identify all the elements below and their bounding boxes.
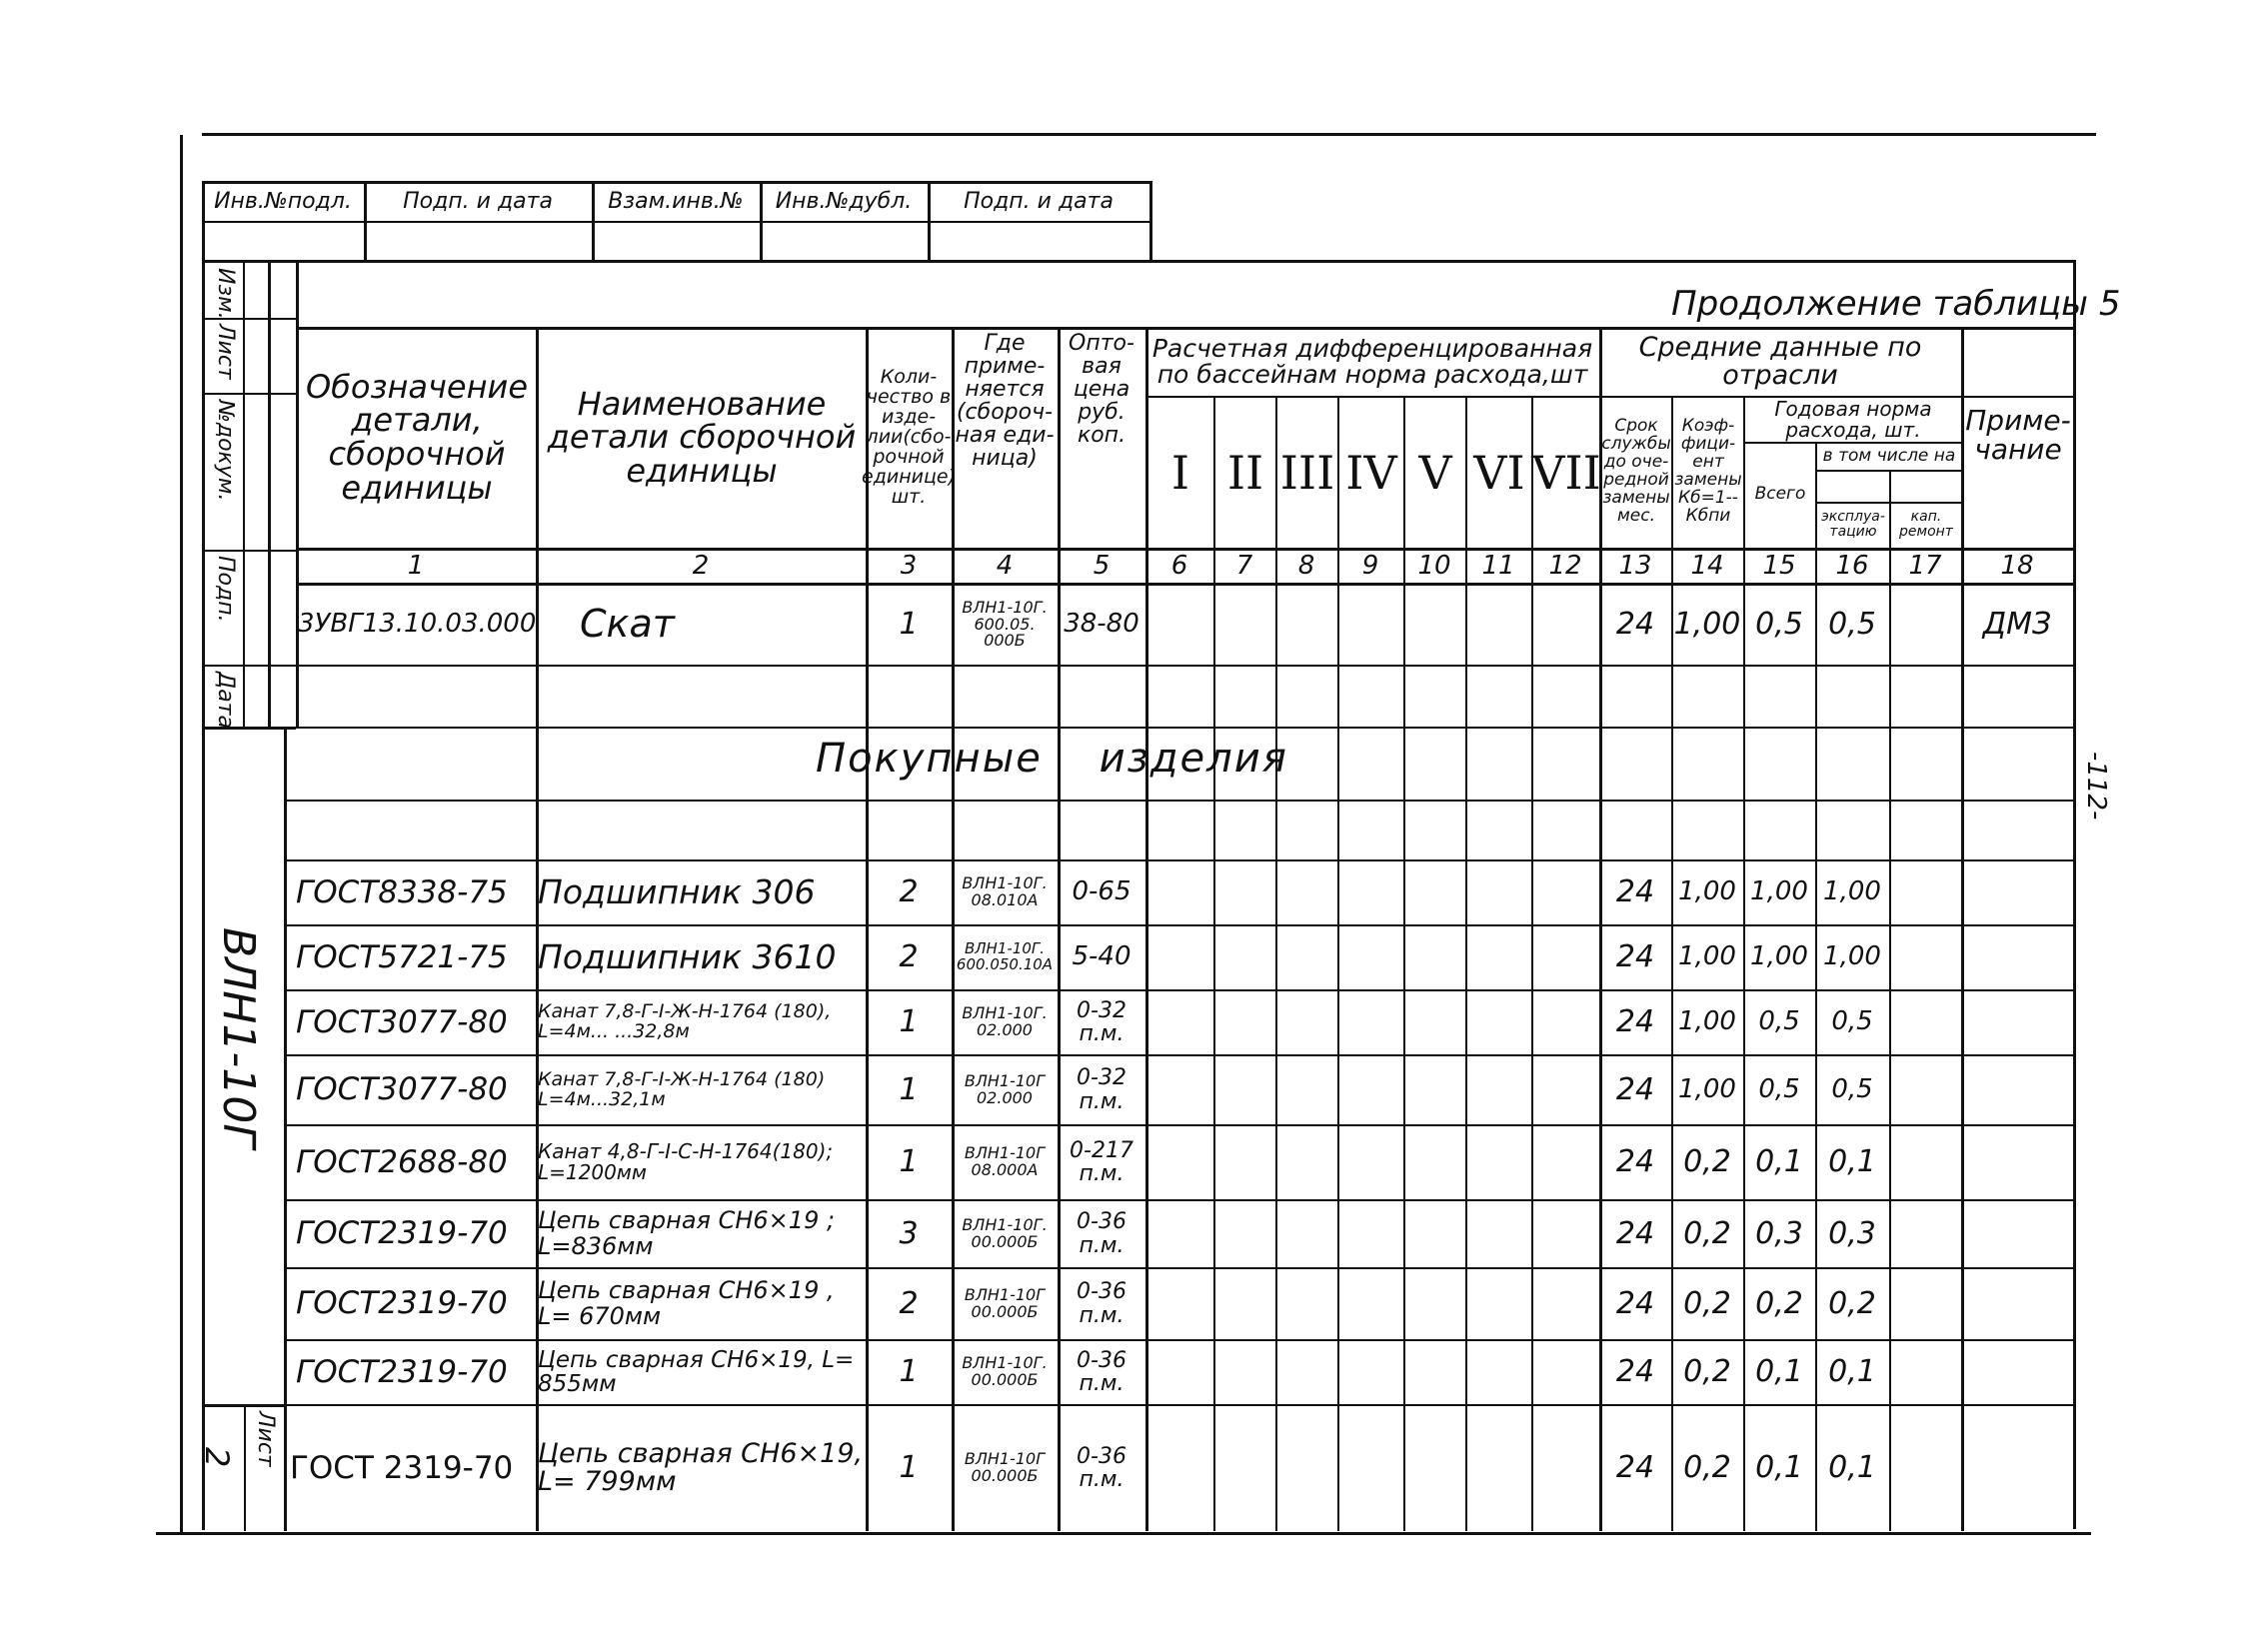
header-where-used: Где приме-няется (сбороч-ная еди-ница) <box>955 331 1055 472</box>
col-number-4: 4 <box>996 550 1014 581</box>
row-designation: ГОСТ2319-70 <box>296 1285 508 1322</box>
row-where-used: ВЛН1-10Г 00.000Б <box>964 1284 1046 1321</box>
row-service-life: 24 <box>1615 1450 1655 1486</box>
row-name: Скат <box>580 602 675 647</box>
row-exploitation: 0,1 <box>1828 1450 1876 1486</box>
row-price: 0-217 п.м. <box>1070 1137 1133 1186</box>
row-replace-coef: 0,2 <box>1683 1144 1731 1180</box>
col-number-14: 14 <box>1690 550 1724 581</box>
header-quantity: Коли-чество в изде-лии(сбо-рочной единице) шт. <box>862 366 956 508</box>
col-number-15: 15 <box>1762 550 1796 581</box>
row-replace-coef: 1,00 <box>1678 876 1736 907</box>
header-total: Всего <box>1754 484 1806 505</box>
row-exploitation: 1,00 <box>1823 876 1881 907</box>
row-total: 1,00 <box>1750 941 1808 972</box>
row-exploitation: 1,00 <box>1823 941 1881 972</box>
row-designation: ГОСТ2688-80 <box>296 1143 508 1180</box>
row-service-life: 24 <box>1615 1144 1655 1180</box>
stamp-header-inv-podl: Инв.№подл. <box>214 189 352 215</box>
header-basin-7: VII <box>1531 445 1601 500</box>
header-replace-coef: Коэф-фици-ент замены Кб=1--Кбпи <box>1674 416 1742 526</box>
col-number-10: 10 <box>1417 550 1451 581</box>
row-quantity: 1 <box>899 1450 919 1486</box>
sheet-number: 2 <box>198 1447 236 1468</box>
row-name: Цепь сварная СН6×19, L= 855мм <box>538 1346 855 1397</box>
row-exploitation: 0,1 <box>1828 1144 1876 1180</box>
row-replace-coef: 0,2 <box>1683 1215 1731 1251</box>
col-number-16: 16 <box>1835 550 1869 581</box>
header-service-life: Срок службы до оче-редной замены мес. <box>1601 416 1671 526</box>
row-price: 0-65 <box>1072 876 1131 907</box>
row-replace-coef: 1,00 <box>1678 1006 1736 1037</box>
row-designation: 3УВГ13.10.03.000 <box>298 609 537 640</box>
col-number-3: 3 <box>900 550 918 581</box>
row-service-life: 24 <box>1615 874 1655 910</box>
header-industry-avg: Средние данные по отрасли <box>1638 331 1922 391</box>
header-exploitation: эксплуа-тацию <box>1821 509 1885 540</box>
row-service-life: 24 <box>1615 1285 1655 1321</box>
row-price: 0-36 п.м. <box>1077 1279 1126 1328</box>
row-quantity: 1 <box>899 1004 919 1040</box>
row-quantity: 1 <box>899 1144 919 1180</box>
row-name: Канат 7,8-Г-I-Ж-Н-1764 (180), L=4м... ...32,8м <box>538 1000 832 1042</box>
header-basin-3: III <box>1279 445 1335 500</box>
row-price: 0-32 п.м. <box>1077 1065 1126 1114</box>
row-total: 0,5 <box>1758 1073 1800 1104</box>
row-where-used: ВЛН1-10Г 08.000А <box>964 1143 1046 1179</box>
row-where-used: ВЛН1-10Г. 00.000Б <box>962 1214 1048 1251</box>
row-price: 0-36 п.м. <box>1077 1209 1126 1258</box>
row-where-used: ВЛН1-10Г. 600.05. 000Б <box>962 597 1048 651</box>
row-exploitation: 0,2 <box>1828 1285 1876 1321</box>
side-label-ndoc: №докум. <box>213 400 238 502</box>
row-exploitation: 0,5 <box>1831 1006 1873 1037</box>
row-note: ДМЗ <box>1982 607 2052 643</box>
row-name: Канат 7,8-Г-I-Ж-Н-1764 (180) L=4м...32,1м <box>538 1067 826 1110</box>
row-quantity: 2 <box>899 1285 919 1321</box>
header-basin-6: VI <box>1473 445 1525 500</box>
header-capital-repair: кап. ремонт <box>1899 509 1953 540</box>
row-price: 5-40 <box>1072 941 1131 972</box>
row-total: 0,5 <box>1755 607 1803 643</box>
row-total: 0,1 <box>1755 1144 1803 1180</box>
row-replace-coef: 0,2 <box>1683 1450 1731 1486</box>
col-number-5: 5 <box>1093 550 1111 581</box>
header-name: Наименование детали сборочной единицы <box>547 384 857 490</box>
table-title: Продолжение таблицы 5 <box>1671 284 2121 324</box>
col-number-2: 2 <box>692 550 710 581</box>
col-number-11: 11 <box>1481 550 1515 581</box>
top-rule <box>202 133 2096 136</box>
row-designation: ГОСТ 2319-70 <box>290 1449 514 1486</box>
side-label-podp: Подп. <box>213 556 238 623</box>
row-name: Цепь сварная СН6×19 ; L=836мм <box>538 1206 836 1260</box>
row-replace-coef: 1,00 <box>1673 607 1741 643</box>
row-designation: ГОСТ2319-70 <box>296 1215 508 1252</box>
row-total: 0,1 <box>1755 1354 1803 1390</box>
col-number-18: 18 <box>2000 550 2034 581</box>
col-number-7: 7 <box>1235 550 1253 581</box>
row-name: Цепь сварная СН6×19 , L= 670мм <box>538 1276 835 1330</box>
row-replace-coef: 1,00 <box>1678 1073 1736 1104</box>
col-number-1: 1 <box>407 550 425 581</box>
row-exploitation: 0,3 <box>1828 1215 1876 1251</box>
row-quantity: 2 <box>899 939 919 975</box>
row-service-life: 24 <box>1615 1071 1655 1107</box>
row-service-life: 24 <box>1615 1004 1655 1040</box>
row-price: 0-36 п.м. <box>1077 1443 1126 1492</box>
row-name: Подшипник 3610 <box>538 936 837 976</box>
row-designation: ГОСТ2319-70 <box>296 1353 508 1390</box>
header-basin-norm: Расчетная дифференцированная по бассейнам норма расхода,шт <box>1151 333 1593 389</box>
row-designation: ГОСТ5721-75 <box>296 938 508 975</box>
header-note: Приме-чание <box>1965 403 2071 466</box>
row-service-life: 24 <box>1615 1354 1655 1390</box>
stamp-header-inv-dubl: Инв.№дубл. <box>775 189 913 215</box>
header-basin-4: IV <box>1345 445 1397 500</box>
document-code: ВЛН1-10Г <box>213 927 264 1148</box>
col-number-12: 12 <box>1548 550 1582 581</box>
row-where-used: ВЛН1-10Г. 600.050.10А <box>956 939 1054 973</box>
col-number-6: 6 <box>1170 550 1188 581</box>
side-label-list: Лист <box>213 324 238 380</box>
row-replace-coef: 0,2 <box>1683 1285 1731 1321</box>
row-total: 0,2 <box>1755 1285 1803 1321</box>
row-quantity: 1 <box>899 607 919 643</box>
left-margin-rule <box>180 135 183 1534</box>
side-label-data: Дата <box>213 672 238 729</box>
stamp-header-podp-data-2: Подп. и дата <box>964 189 1114 215</box>
row-where-used: ВЛН1-10Г. 08.010А <box>962 873 1048 909</box>
col-number-17: 17 <box>1908 550 1942 581</box>
row-where-used: ВЛН1-10Г 00.000Б <box>964 1449 1046 1485</box>
section-title: Покупные изделия <box>816 736 1288 782</box>
header-price: Опто-вая цена руб. коп. <box>1069 331 1134 449</box>
row-quantity: 1 <box>899 1071 919 1107</box>
col-number-9: 9 <box>1361 550 1379 581</box>
row-where-used: ВЛН1-10Г. 00.000Б <box>962 1353 1048 1389</box>
col-number-8: 8 <box>1297 550 1315 581</box>
row-total: 0,3 <box>1755 1215 1803 1251</box>
right-frame <box>2073 260 2076 1529</box>
row-service-life: 24 <box>1615 1215 1655 1251</box>
row-designation: ГОСТ3077-80 <box>296 1071 508 1108</box>
row-name: Канат 4,8-Г-I-С-Н-1764(180); L=1200мм <box>538 1139 834 1184</box>
row-quantity: 1 <box>899 1354 919 1390</box>
stamp-header-vzam-inv: Взам.инв.№ <box>608 189 744 215</box>
row-quantity: 3 <box>899 1215 919 1251</box>
header-designation: Обозначение детали, сборочной единицы <box>305 367 529 507</box>
side-label-izm: Изм. <box>213 268 238 320</box>
row-exploitation: 0,5 <box>1831 1073 1873 1104</box>
row-total: 0,5 <box>1758 1006 1800 1037</box>
header-basin-1: I <box>1170 445 1190 500</box>
row-where-used: ВЛН1-10Г. 02.000 <box>962 1003 1048 1039</box>
row-replace-coef: 0,2 <box>1683 1354 1731 1390</box>
row-where-used: ВЛН1-10Г 02.000 <box>964 1070 1046 1107</box>
row-replace-coef: 1,00 <box>1678 941 1736 972</box>
row-total: 1,00 <box>1750 876 1808 907</box>
sheet-label: Лист <box>253 1411 278 1467</box>
row-price: 0-36 п.м. <box>1077 1347 1126 1396</box>
row-service-life: 24 <box>1615 607 1655 643</box>
row-designation: ГОСТ3077-80 <box>296 1003 508 1040</box>
row-exploitation: 0,5 <box>1828 607 1876 643</box>
row-name: Подшипник 306 <box>538 871 816 911</box>
row-total: 0,1 <box>1755 1450 1803 1486</box>
row-exploitation: 0,1 <box>1828 1354 1876 1390</box>
row-designation: ГОСТ8338-75 <box>296 873 508 910</box>
header-basin-5: V <box>1418 445 1452 500</box>
page-number: -112- <box>2081 752 2111 821</box>
header-basin-2: II <box>1226 445 1264 500</box>
header-annual-norm: Годовая норма расхода, шт. <box>1774 397 1932 442</box>
stamp-header-podp-data: Подп. и дата <box>403 189 553 215</box>
col-number-13: 13 <box>1618 550 1652 581</box>
header-including: в том числе на <box>1822 446 1956 467</box>
row-price: 38-80 <box>1064 609 1139 640</box>
row-service-life: 24 <box>1615 939 1655 975</box>
row-price: 0-32 п.м. <box>1077 997 1126 1046</box>
row-quantity: 2 <box>899 874 919 910</box>
row-name: Цепь сварная СН6×19, L= 799мм <box>538 1437 864 1497</box>
bottom-rule <box>156 1532 2091 1535</box>
